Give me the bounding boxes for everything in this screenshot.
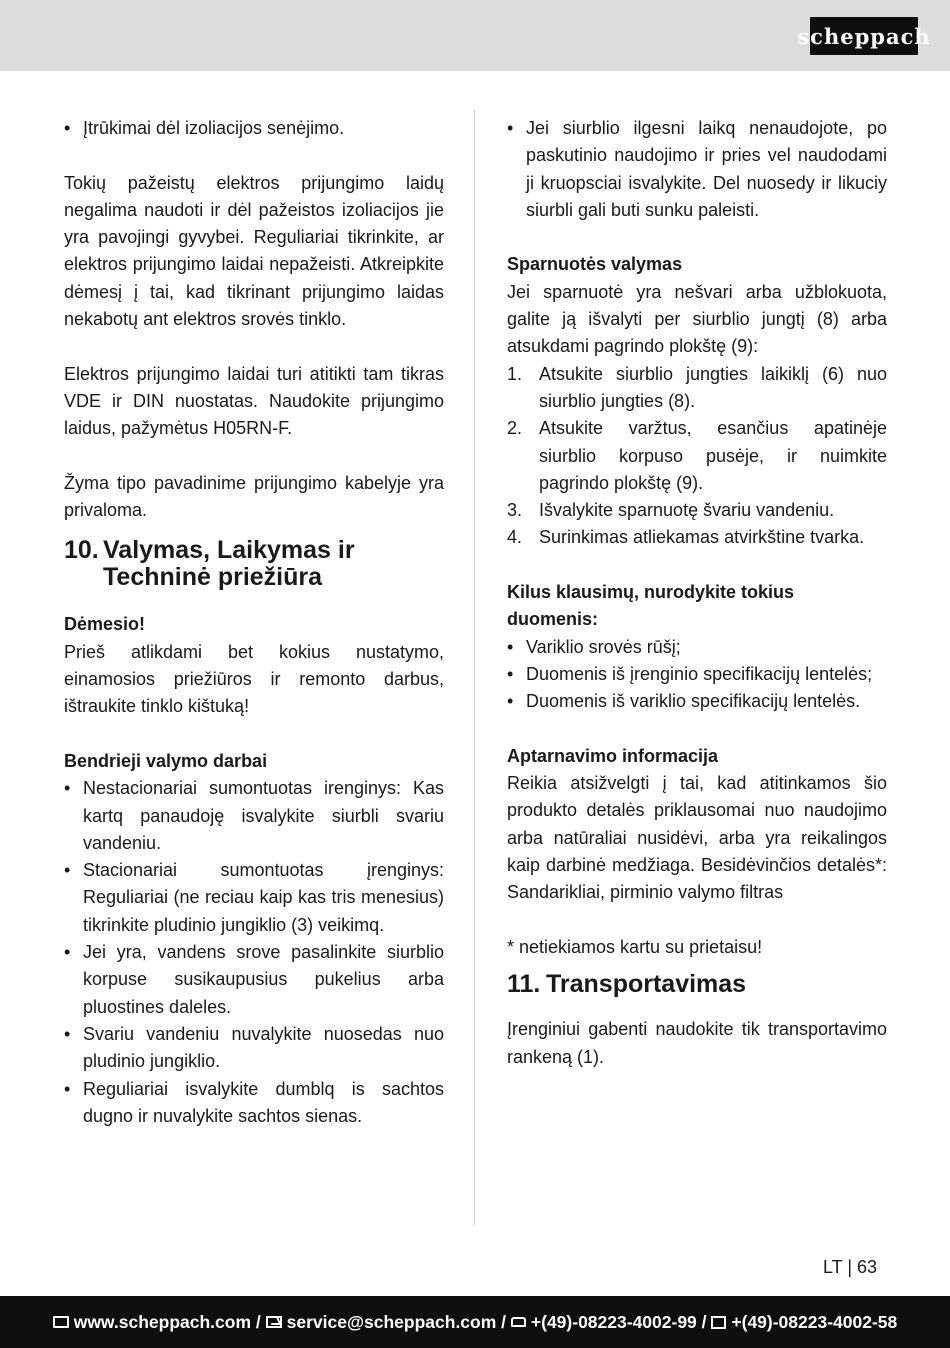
footer-fax: +(49)-08223-4002-58 [731, 1311, 898, 1332]
paragraph: Žyma tipo pavadinime prijungimo kabelyje yra privaloma. [64, 472, 444, 521]
list-item: • Duomenis iš įrenginio specifikacijų lentelės; [507, 663, 873, 684]
list-item: • Variklio srovės rūšį; [507, 636, 681, 657]
header-bar [0, 0, 950, 71]
footer-phone[interactable]: +(49)-08223-4002-99 / [530, 1311, 707, 1332]
page-number: LT | 63 [823, 1257, 878, 1277]
list-item: • Įtrūkimai dėl izoliacijos senėjimo. [64, 118, 345, 138]
paragraph: Jei sparnuotė yra nešvari arba užblokuota, galite ją išvalyti per siurblio jungtį (8) arba atsukdami pagrindo plokštę (9): [507, 281, 887, 357]
phone-icon [511, 1317, 526, 1327]
footer-website[interactable]: www.scheppach.com / [73, 1311, 261, 1332]
list-item: • Nestacionariai sumontuotas irenginys: Kas kartq panaudoję isvalykite siurbli svariu vandeniu. [64, 778, 444, 853]
column-divider [474, 110, 475, 1225]
paragraph: Reikia atsižvelgti į tai, kad atitinkamos šio produkto detalės priklausomai nuo naudojimo arba natūraliai nusidėvi, arba yra reikalingos kaip darbinė medžiaga. Besidėvinčios detalės*: Sandarikliai, pirminio valymo filtras [507, 773, 887, 903]
paragraph: Elektros prijungimo laidai turi atitikti tam tikras VDE ir DIN nuostatas. Naudokite prijungimo laidus, pažymėtus H05RN-F. [64, 363, 444, 439]
scheppach-logo: scheppach [810, 17, 918, 55]
fax-icon [711, 1316, 726, 1329]
step-item: 4. Surinkimas atliekamas atvirkštine tvarka. [507, 527, 865, 548]
list-item: • Jei yra, vandens srove pasalinkite siurblio korpuse susikaupusius pukelius arba pluostines daleles. [64, 942, 444, 1017]
step-item: 3. Išvalykite sparnuotę švariu vandeniu. [507, 500, 835, 521]
footer-bar [0, 1296, 950, 1348]
paragraph: Įrenginiui gabenti naudokite tik transportavimo rankeną (1). [507, 1019, 887, 1067]
list-item: • Jei siurblio ilgesni laikq nenaudojote, po paskutinio naudojimo ir pries vel naudodami ji kruopsciai isvalykite. Del nuosedy ir likuciy siurbli gali buti sunku paleisti. [507, 118, 887, 220]
subheading: Sparnuotės valymas [507, 254, 683, 275]
list-item: • Reguliariai isvalykite dumblq is sachtos dugno ir nuvalykite sachtos sienas. [64, 1078, 444, 1126]
list-item: • Stacionariai sumontuotas įrenginys: Reguliariai (ne reciau kaip kas tris menesius) tikrinkite pludinio jungiklio (3) veikimq. [64, 860, 444, 935]
list-item: • Svariu vandeniu nuvalykite nuosedas nuo pludinio jungiklio. [64, 1023, 444, 1072]
left-column [64, 115, 444, 1130]
paragraph: Prieš atlikdami bet kokius nustatymo, einamosios priežiūros ir remonto darbus, ištraukite tinklo kištuką! [64, 641, 444, 717]
step-item: 2. Atsukite varžtus, esančius apatinėje siurblio korpuso pusėje, ir nuimkite pagrindo plokštę (9). [507, 418, 887, 493]
section-heading-10: 10. Valymas, Laikymas ir Techninė priežiūra [64, 536, 355, 592]
paragraph: Tokių pažeistų elektros prijungimo laidų negalima naudoti ir dėl pažeistos izoliacijos jie yra pavojingi gyvybei. Reguliariai tikrinkite, ar elektros prijungimo laidai nepažeisti. Atkreipkite dėmesį į tai, kad tikrinant prijungimo laidas nekabotų ant elektros srovės tinklo. [64, 172, 444, 330]
subheading: Aptarnavimo informacija [507, 745, 719, 766]
right-column [507, 115, 887, 1071]
footnote: * netiekiamos kartu su prietaisu! [507, 936, 763, 957]
footer-email[interactable]: service@scheppach.com / [286, 1311, 507, 1332]
computer-icon [53, 1316, 69, 1328]
subheading: Bendrieji valymo darbai [64, 750, 268, 771]
section-heading-11: 11. Transportavimas [507, 970, 747, 999]
list-item: • Duomenis iš variklio specifikacijų lentelės. [507, 691, 861, 712]
attention-label: Dėmesio! [64, 614, 146, 635]
subheading: Kilus klausimų, nurodykite tokius duomenis: [507, 582, 795, 630]
step-item: 1. Atsukite siurblio jungties laikiklį (6) nuo siurblio jungties (8). [507, 363, 887, 411]
mail-icon [266, 1316, 282, 1328]
